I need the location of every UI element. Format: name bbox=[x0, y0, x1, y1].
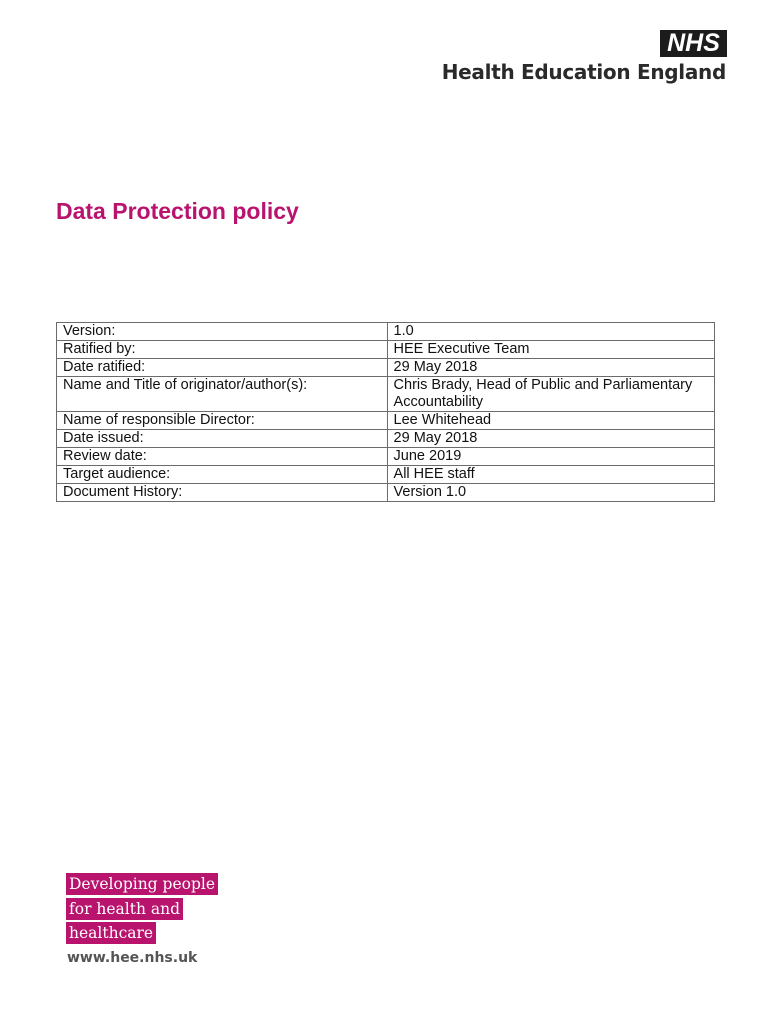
row-key: Target audience: bbox=[57, 466, 388, 484]
row-value: Version 1.0 bbox=[387, 484, 714, 502]
row-key: Ratified by: bbox=[57, 341, 388, 359]
row-key: Name of responsible Director: bbox=[57, 412, 388, 430]
table-row bbox=[57, 484, 715, 502]
row-value: June 2019 bbox=[387, 448, 714, 466]
table-row bbox=[57, 466, 715, 484]
row-value: 29 May 2018 bbox=[387, 430, 714, 448]
strapline-line: Developing people bbox=[66, 873, 218, 895]
table-row bbox=[57, 412, 715, 430]
row-key: Document History: bbox=[57, 484, 388, 502]
table-row bbox=[57, 341, 715, 359]
strapline bbox=[66, 873, 218, 947]
table-row bbox=[57, 323, 715, 341]
row-key: Review date: bbox=[57, 448, 388, 466]
document-title: Data Protection policy bbox=[56, 198, 299, 224]
nhs-logo: NHS bbox=[660, 30, 727, 57]
organisation-name: Health Education England bbox=[441, 60, 726, 84]
table-row bbox=[57, 448, 715, 466]
row-key: Version: bbox=[57, 323, 388, 341]
row-value: Lee Whitehead bbox=[387, 412, 714, 430]
strapline-line: for health and bbox=[66, 898, 183, 920]
row-value: All HEE staff bbox=[387, 466, 714, 484]
row-value: 29 May 2018 bbox=[387, 359, 714, 377]
table-row bbox=[57, 430, 715, 448]
row-key: Date ratified: bbox=[57, 359, 388, 377]
document-details-table bbox=[56, 322, 715, 502]
row-key: Date issued: bbox=[57, 430, 388, 448]
row-value: 1.0 bbox=[387, 323, 714, 341]
row-value: Chris Brady, Head of Public and Parliamentary Accountability bbox=[387, 377, 714, 412]
table-row bbox=[57, 359, 715, 377]
website-url: www.hee.nhs.uk bbox=[67, 950, 198, 966]
row-value: HEE Executive Team bbox=[387, 341, 714, 359]
row-key: Name and Title of originator/author(s): bbox=[57, 377, 388, 412]
strapline-line: healthcare bbox=[66, 922, 156, 944]
table-row bbox=[57, 377, 715, 412]
